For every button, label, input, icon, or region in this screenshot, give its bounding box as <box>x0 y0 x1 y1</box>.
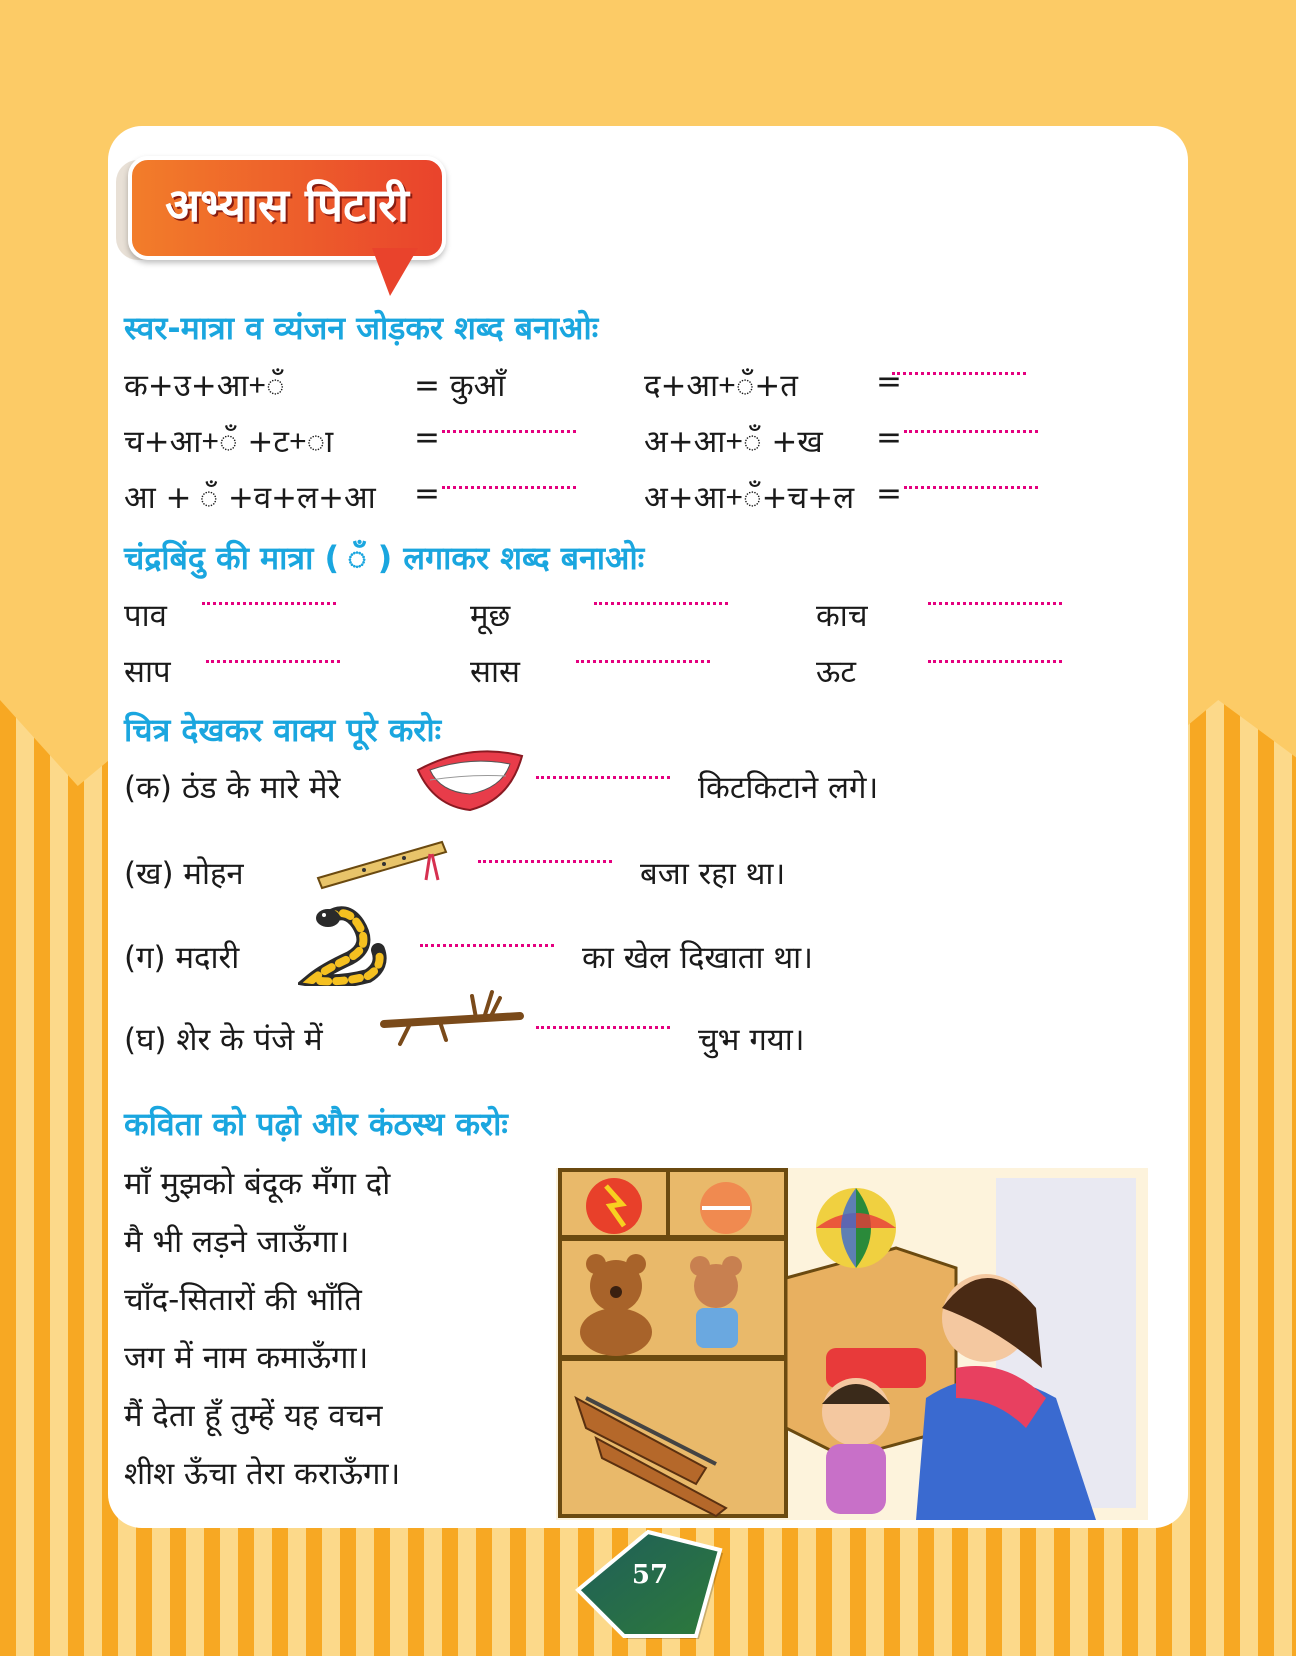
expr-1b: द+आ+ँ+त <box>644 368 798 404</box>
blank-word-2[interactable] <box>594 602 728 605</box>
expr-3b: अ+आ+ँ+च+ल <box>644 480 855 516</box>
thorn-twig-icon <box>380 988 528 1048</box>
word-6: ऊट <box>816 654 856 690</box>
teeth-icon <box>414 748 526 814</box>
section3-heading: चित्र देखकर वाक्य पूरे करोः <box>124 711 442 749</box>
blank-word-1[interactable] <box>202 602 336 605</box>
blank-ga[interactable] <box>420 944 554 947</box>
poem-line-3: चाँद-सितारों की भाँति <box>124 1282 362 1318</box>
expr-2a: च+आ+ँ +ट+ा <box>124 424 334 460</box>
equals-3b: = <box>876 476 902 512</box>
word-5: सास <box>470 654 520 690</box>
expr-3a: आ + ँ +व+ल+आ <box>124 480 376 516</box>
sentence-ga-end: का खेल दिखाता था। <box>582 940 813 976</box>
speech-tail-icon <box>372 248 418 296</box>
word-1: पाव <box>124 598 167 634</box>
blank-word-5[interactable] <box>576 660 710 663</box>
poem-line-6: शीश ऊँचा तेरा कराऊँगा। <box>124 1456 401 1492</box>
word-4: साप <box>124 654 171 690</box>
sentence-ka-start: (क) ठंड के मारे मेरे <box>124 770 341 806</box>
section1-heading: स्वर-मात्रा व व्यंजन जोड़कर शब्द बनाओः <box>124 309 599 347</box>
expr-2b: अ+आ+ँ +ख <box>644 424 823 460</box>
blank-2b[interactable] <box>904 430 1038 433</box>
page-number: 57 <box>631 1560 669 1590</box>
word-3: काच <box>816 598 868 634</box>
poem-line-1: माँ मुझको बंदूक मँगा दो <box>124 1166 391 1202</box>
blank-kha[interactable] <box>478 860 612 863</box>
sentence-gha-end: चुभ गया। <box>698 1022 805 1058</box>
poem-line-5: मैं देता हूँ तुम्हें यह वचन <box>124 1398 383 1434</box>
section4-heading: कविता को पढ़ो और कंठस्थ करोः <box>124 1105 508 1143</box>
answer-1a: = कुआँ <box>414 368 506 404</box>
page-number-badge <box>572 1528 728 1640</box>
sentence-gha-start: (घ) शेर के पंजे में <box>124 1022 323 1058</box>
word-2: मूछ <box>470 598 511 634</box>
expr-1a: क+उ+आ+ँ <box>124 368 285 404</box>
equals-2b: = <box>876 420 902 456</box>
blank-word-6[interactable] <box>928 660 1062 663</box>
sentence-kha-end: बजा रहा था। <box>640 856 786 892</box>
equals-3a: = <box>414 476 440 512</box>
equals-1b: = <box>876 364 902 400</box>
sentence-ga-start: (ग) मदारी <box>124 940 240 976</box>
blank-word-3[interactable] <box>928 602 1062 605</box>
blank-1b[interactable] <box>892 372 1026 375</box>
blank-2a[interactable] <box>442 430 576 433</box>
poem-line-2: मै भी लड़ने जाऊँगा। <box>124 1224 350 1260</box>
toy-shop-illustration <box>556 1168 1148 1520</box>
title-badge <box>122 156 452 306</box>
sentence-kha-start: (ख) मोहन <box>124 856 244 892</box>
section2-heading: चंद्रबिंदु की मात्रा ( ँ ) लगाकर शब्द बनाओः <box>124 539 645 577</box>
snake-icon <box>298 900 390 986</box>
blank-ka[interactable] <box>536 776 670 779</box>
flute-icon <box>314 830 454 892</box>
page-title: अभ्यास पिटारी <box>165 178 409 232</box>
blank-word-4[interactable] <box>206 660 340 663</box>
poem-line-4: जग में नाम कमाऊँगा। <box>124 1340 369 1376</box>
blank-gha[interactable] <box>536 1026 670 1029</box>
sentence-ka-end: किटकिटाने लगे। <box>698 770 879 806</box>
blank-3a[interactable] <box>442 486 576 489</box>
blank-3b[interactable] <box>904 486 1038 489</box>
equals-2a: = <box>414 420 440 456</box>
